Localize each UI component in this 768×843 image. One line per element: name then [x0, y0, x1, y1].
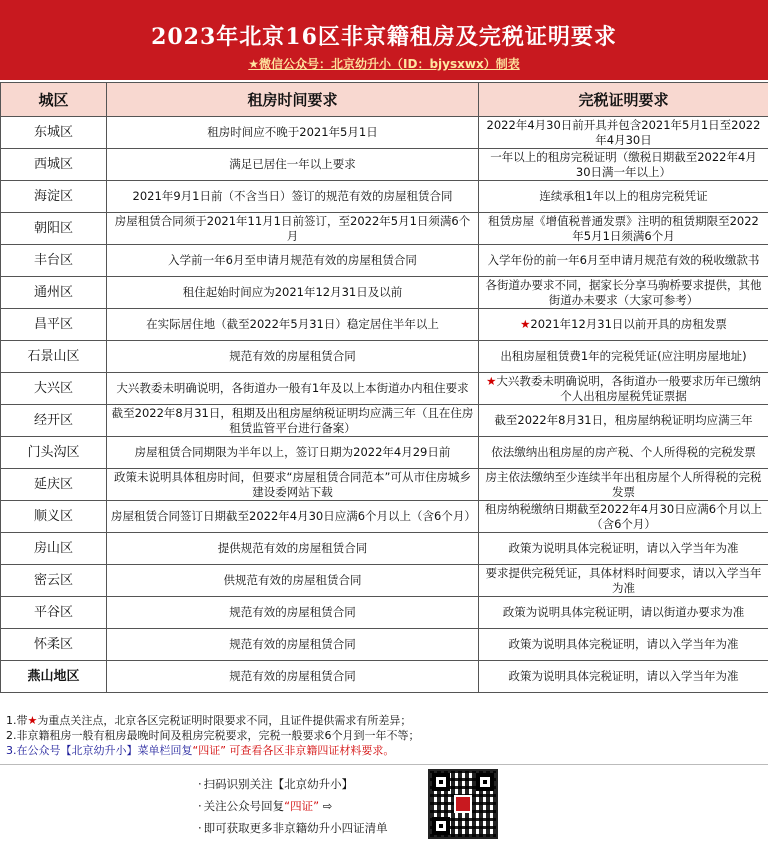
table-row: [1, 373, 768, 405]
tax-cell: [479, 373, 768, 405]
district-cell: 门头沟区: [1, 437, 107, 469]
tax-cell: 政策为说明具体完税证明，请以街道办要求为准: [479, 597, 768, 629]
tax-cell: 出租房屋租赁费1年的完税凭证(应注明房屋地址): [479, 341, 768, 373]
column-header-district: 城区: [1, 83, 107, 117]
qr-code-icon[interactable]: [428, 769, 498, 839]
tax-cell: 连续承租1年以上的租房完税凭证: [479, 181, 768, 213]
district-cell: 石景山区: [1, 341, 107, 373]
note-3: 3.在公众号【北京幼升小】菜单栏回复“四证” 可查看各区非京籍四证材料要求。: [6, 744, 395, 757]
rent-cell: 政策未说明具体租房时间，但要求“房屋租赁合同范本”可从市住房城乡建设委网站下载: [107, 469, 479, 501]
star-icon: ★: [486, 373, 497, 388]
rent-cell: 房屋租赁合同期限为半年以上，签订日期为2022年4月29日前: [107, 437, 479, 469]
tax-cell: 政策为说明具体完税证明，请以入学当年为准: [479, 661, 768, 693]
tax-cell: 要求提供完税凭证，具体材料时间要求，请以入学当年为准: [479, 565, 768, 597]
rent-cell: 满足已居住一年以上要求: [107, 149, 479, 181]
logo-icon: [454, 795, 472, 813]
arrow-right-icon: ⇨: [319, 799, 333, 813]
district-cell: 丰台区: [1, 245, 107, 277]
table-row: [1, 405, 768, 437]
tax-cell: 一年以上的租房完税证明（缴税日期截至2022年4月30日满一年以上）: [479, 149, 768, 181]
district-cell: 通州区: [1, 277, 107, 309]
column-header-rent: 租房时间要求: [107, 83, 479, 117]
footer-line-3: · 即可获取更多非京籍幼升小四证清单: [198, 817, 388, 839]
tax-text: 2021年12月31日以前开具的房租发票: [530, 317, 727, 331]
rent-cell: 房屋租赁合同签订日期截至2022年4月30日应满6个月以上（含6个月）: [107, 501, 479, 533]
tax-cell: 各街道办要求不同，据家长分享马驹桥要求提供，其他街道办未要求（大家可参考）: [479, 277, 768, 309]
table-row: [1, 469, 768, 501]
district-cell: 海淀区: [1, 181, 107, 213]
rent-cell: 租房时间应不晚于2021年5月1日: [107, 117, 479, 149]
table-row: [1, 437, 768, 469]
table-row: [1, 533, 768, 565]
table-row: [1, 213, 768, 245]
rent-cell: 规范有效的房屋租赁合同: [107, 341, 479, 373]
footer: [0, 764, 768, 843]
table-row: [1, 597, 768, 629]
subtitle-credit: ★微信公众号：北京幼升小（ID：bjysxwx）制表: [248, 57, 520, 71]
table-row: [1, 277, 768, 309]
note-1: 1.带★为重点关注点，北京各区完税证明时限要求不同，且证件提供需求有所差异；: [6, 714, 412, 727]
table-row: [1, 341, 768, 373]
table-row: [1, 245, 768, 277]
rent-cell: 在实际居住地（截至2022年5月31日）稳定居住半年以上: [107, 309, 479, 341]
tax-cell: 依法缴纳出租房屋的房产税、个人所得税的完税发票: [479, 437, 768, 469]
rent-cell: 规范有效的房屋租赁合同: [107, 661, 479, 693]
title-banner: [0, 0, 768, 80]
table-row: [1, 309, 768, 341]
requirements-table: [0, 82, 768, 693]
notes-section: [0, 711, 768, 760]
table-row: [1, 181, 768, 213]
district-cell: 经开区: [1, 405, 107, 437]
tax-cell: 截至2022年8月31日，租房屋纳税证明均应满三年: [479, 405, 768, 437]
tax-cell: [479, 309, 768, 341]
district-cell: 燕山地区: [1, 661, 107, 693]
rent-cell: 2021年9月1日前（不含当日）签订的规范有效的房屋租赁合同: [107, 181, 479, 213]
tax-cell: 2022年4月30日前开具并包含2021年5月1日至2022年4月30日: [479, 117, 768, 149]
rent-cell: 入学前一年6月至申请月规范有效的房屋租赁合同: [107, 245, 479, 277]
footer-line-2: · 关注公众号回复“四证” ⇨: [198, 795, 388, 817]
footer-instructions: [198, 773, 388, 839]
district-cell: 延庆区: [1, 469, 107, 501]
tax-cell: 入学年份的前一年6月至申请月规范有效的税收缴款书: [479, 245, 768, 277]
tax-cell: 租房纳税缴纳日期截至2022年4月30日应满6个月以上（含6个月）: [479, 501, 768, 533]
district-cell: 顺义区: [1, 501, 107, 533]
table-row: [1, 565, 768, 597]
district-cell: 东城区: [1, 117, 107, 149]
district-cell: 密云区: [1, 565, 107, 597]
district-cell: 大兴区: [1, 373, 107, 405]
rent-cell: 截至2022年8月31日，租期及出租房屋纳税证明均应满三年（且在住房租赁监管平台进行备案）: [107, 405, 479, 437]
star-icon: ★: [27, 714, 38, 727]
table-row: [1, 629, 768, 661]
rent-cell: 房屋租赁合同须于2021年11月1日前签订，至2022年5月1日须满6个月: [107, 213, 479, 245]
rent-cell: 供规范有效的房屋租赁合同: [107, 565, 479, 597]
district-cell: 房山区: [1, 533, 107, 565]
rent-cell: 租住起始时间应为2021年12月31日及以前: [107, 277, 479, 309]
district-cell: 昌平区: [1, 309, 107, 341]
district-cell: 西城区: [1, 149, 107, 181]
table-header-row: [1, 83, 768, 117]
district-cell: 朝阳区: [1, 213, 107, 245]
rent-cell: 提供规范有效的房屋租赁合同: [107, 533, 479, 565]
star-icon: ★: [520, 317, 531, 331]
rent-cell: 规范有效的房屋租赁合同: [107, 597, 479, 629]
rent-cell: 规范有效的房屋租赁合同: [107, 629, 479, 661]
district-cell: 平谷区: [1, 597, 107, 629]
tax-cell: 政策为说明具体完税证明，请以入学当年为准: [479, 629, 768, 661]
table-row: [1, 501, 768, 533]
tax-cell: 政策为说明具体完税证明，请以入学当年为准: [479, 533, 768, 565]
footer-line-1: · 扫码识别关注【北京幼升小】: [198, 773, 388, 795]
table-row: [1, 661, 768, 693]
table-row: [1, 117, 768, 149]
table-row: [1, 149, 768, 181]
note-2: 2.非京籍租房一般有租房最晚时间及租房完税要求，完税一般要求6个月到一年不等；: [6, 729, 420, 742]
district-cell: 怀柔区: [1, 629, 107, 661]
column-header-tax: 完税证明要求: [479, 83, 768, 117]
page-title: 2023年北京16区非京籍租房及完税证明要求: [151, 24, 617, 50]
rent-cell: 大兴教委未明确说明，各街道办一般有1年及以上本街道办内租住要求: [107, 373, 479, 405]
tax-cell: 租赁房屋《增值税普通发票》注明的租赁期限至2022年5月1日须满6个月: [479, 213, 768, 245]
tax-text: 大兴教委未明确说明，各街道办一般要求历年已缴纳个人出租房屋税凭证票据: [496, 373, 761, 403]
tax-cell: 房主依法缴纳至少连续半年出租房屋个人所得税的完税发票: [479, 469, 768, 501]
